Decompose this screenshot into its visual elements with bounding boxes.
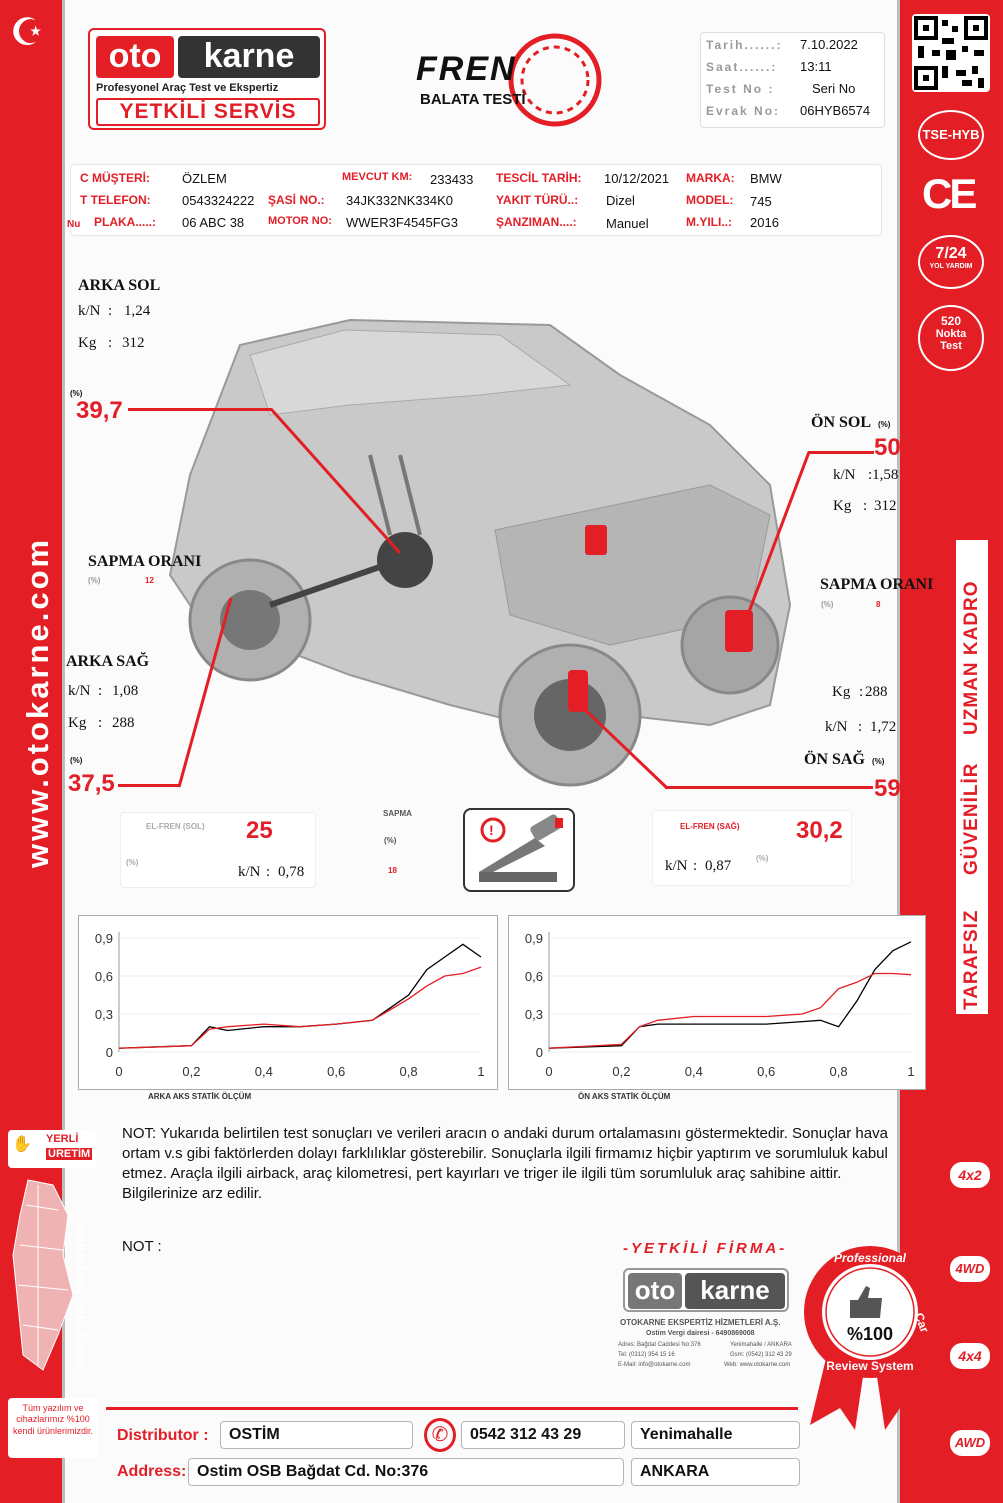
company-name: OTOKARNE EKSPERTİZ HİZMETLERİ A.Ş. bbox=[620, 1318, 781, 1327]
distributor-field: OSTİM bbox=[220, 1421, 413, 1449]
rear-left-pct: 39,7 bbox=[76, 397, 123, 424]
plate-prefix: Nu bbox=[67, 219, 81, 230]
front-left-pct: 50,6 bbox=[874, 434, 921, 461]
front-right-pointer-diag bbox=[575, 700, 669, 790]
registration-label: TESCİL TARİH: bbox=[496, 171, 582, 185]
rear-right-kg-label: Kg bbox=[68, 715, 87, 731]
front-deviation-title: SAPMA ORANI bbox=[820, 576, 934, 593]
car-illustration bbox=[150, 315, 810, 805]
rear-deviation-unit: (%) bbox=[88, 576, 101, 585]
seal-right-text: Car bbox=[911, 1310, 932, 1335]
support-sub-text: YOL YARDIM bbox=[929, 263, 973, 270]
turkey-everywhere: Türkiye'nin heryerinde.! bbox=[72, 1213, 88, 1372]
front-axle-xlabel: ÖN AKS STATİK ÖLÇÜM bbox=[578, 1092, 671, 1101]
year-label: M.YILI..: bbox=[686, 215, 732, 229]
series-line-0 bbox=[119, 944, 481, 1048]
logo-karne: karne bbox=[178, 36, 320, 78]
handbrake-right-unit: (%) bbox=[756, 854, 769, 863]
turkey-map-icon bbox=[8, 1175, 78, 1375]
front-deviation-value: 8 bbox=[876, 600, 881, 609]
slogan-uzman: UZMAN KADRO bbox=[961, 580, 982, 735]
front-left-kg: 312 bbox=[874, 498, 897, 514]
company-logo bbox=[623, 1268, 789, 1312]
phone-label: T TELEFON: bbox=[80, 193, 151, 207]
badge-4wd: 4WD bbox=[950, 1256, 990, 1282]
y-tick-label: 0,6 bbox=[94, 969, 113, 984]
front-right-pct: 59,7 bbox=[874, 775, 921, 802]
front-left-pointer bbox=[808, 451, 874, 454]
badge-awd: AWD bbox=[950, 1430, 990, 1456]
date-label: Tarih......: bbox=[706, 38, 783, 52]
software-note: Tüm yazılım ve cihazlarımız %100 kendi ürünlerimizdir. bbox=[8, 1398, 98, 1458]
front-left-title: ÖN SOL bbox=[811, 414, 872, 431]
plate-value: 06 ABC 38 bbox=[182, 215, 245, 230]
brand-value: BMW bbox=[750, 171, 782, 186]
logo-tagline: Profesyonel Araç Test ve Ekspertiz bbox=[96, 82, 279, 94]
model-label: MODEL: bbox=[686, 193, 734, 207]
front-right-kn: 1,72 bbox=[870, 719, 897, 735]
rear-left-kn: 1,24 bbox=[124, 303, 151, 319]
handbrake-sapma-label: SAPMA bbox=[383, 809, 412, 818]
rear-deviation-value: 12 bbox=[145, 576, 154, 585]
slogan-tarafsiz: TARAFSIZ bbox=[961, 909, 982, 1010]
rear-right-pct: 37,5 bbox=[68, 770, 115, 797]
front-left-pct-unit: (%) bbox=[878, 420, 891, 429]
rear-left-pointer bbox=[128, 408, 272, 411]
test-no-value: Seri No bbox=[812, 81, 856, 96]
otokarne-logo bbox=[88, 28, 326, 130]
points-number: 520 bbox=[940, 314, 962, 328]
front-left-pointer-diag bbox=[740, 450, 812, 630]
handbrake-left-label: EL-FREN (SOL) bbox=[146, 822, 205, 831]
y-tick-label: 0 bbox=[535, 1045, 543, 1060]
engine-label: MOTOR NO: bbox=[268, 215, 332, 227]
year-value: 2016 bbox=[750, 215, 779, 230]
y-tick-label: 0,3 bbox=[524, 1007, 543, 1022]
document-page: ☪ www.otokarne.com ✋ YERLİ ÜRETİM Türkiye'nin heryerinde.! Tüm yazılım ve cihazlarımız %100 kendi ürünlerimizdir. TSE-HYB CE 7/24 YOL YARDIM 520 Nokta Test TARAFSIZ GÜVENİLİR UZMAN KADRO 4x2 4WD 4x4 AWD oto karne Profesyonel Araç Test ve Ekspertiz YETKİLİ SERVİS FREN BALATA TESTİ Tarih......: 7.10.2022 Saat......: 13:11 Test No : Seri No Evrak No: 06HYB6574 C MÜŞTERİ: ÖZLEM T TELEFON: 0543324222 Nu PLAKA.....: 06 ABC 38 MEVCUT KM: 233433 ŞASİ NO.: 34JK332NK334K0 MOTOR NO: WWER3F4545FG3 TESCİL TARİH: 10/12/2021 YAKIT TÜRÜ..: Dizel ŞANZIMAN....: Manuel MARKA: BMW MODEL: 745 M.YILI..: 2016 ARKA SOL k/N : 1,24 Kg : 312 (%) 39,7 SAPMA ORANI (%) 12 ARKA SAĞ k/N : 1,08 Kg : 288 (%) 37,5 ÖN SOL (%) 50,6 k/N :1,58 Kg : 312 SAPMA ORANI (%) 8 Kg : 288 k/N : 1,72 ÖN SAĞ (%) 59,7 EL-FREN (SOL) 25 (%) k/N : 0,78 SAPMA (%) 18 ! EL-FREN (SAĞ) 30,2 k/N : 0,87 (%) 0 0,3 0,6 0,9 0 0,2 0,4 0,6 0,8 1 0 0,3 0,6 0,9 0 0,2 0,4 0,6 0,8 1 ARKA AKS STATİK ÖLÇÜM ÖN AKS STATİK ÖLÇÜM NOT: Yukarıda belirtilen test sonuçları ve verileri aracın o andaki durum ortalamasını göstermektedir. Sonuçlar hava ortam v.s gibi faktörlerden dolayı farklılıklar gösterebilir. Sonuçlarla ilgili firmamız hiçbir yaptırım ve sorumluluk kabul etmez. Araçla ilgili airback, araç kilometresi, pert kayırları ve triger ile ilgili tüm sorumluluk araç sahibine aittir. Bilgilerinize arz edilir. NOT : -YETKİLİ FİRMA- oto karne OTOKARNE EKSPERTİZ HİZMETLERİ A.Ş. Ostim Vergi dairesi - 6490869008 Adres: Bağdat Caddesi No:376 Yenimahalle / ANKARA Tel: (0312) 354 15 16 Gsm: (0542) 312 43 29 E-Mail: info@otokarne.com Web: www.otokarne.com Professional Car Review System %100 Distributor : OSTİM ✆ 0542 312 43 29 Yenimahalle Address: Ostim OSB Bağdat Cd. No:376 ANKARA bbox=[0, 0, 1003, 1503]
company-logo-oto: oto bbox=[628, 1273, 682, 1309]
time-label: Saat......: bbox=[706, 60, 778, 74]
test-title-fren: FREN bbox=[416, 50, 517, 88]
front-right-kn-label: k/N bbox=[825, 719, 848, 735]
date-value: 7.10.2022 bbox=[800, 37, 858, 52]
y-tick-label: 0 bbox=[105, 1045, 113, 1060]
front-axle-chart bbox=[509, 916, 925, 1089]
x-tick-label: 0 bbox=[545, 1064, 553, 1079]
company-address-2: Yenimahalle / ANKARA bbox=[730, 1342, 792, 1348]
front-left-kn-label: k/N bbox=[833, 467, 856, 483]
rear-axle-xlabel: ARKA AKS STATİK ÖLÇÜM bbox=[148, 1092, 252, 1101]
x-tick-label: 0 bbox=[115, 1064, 123, 1079]
footer-rule bbox=[106, 1407, 798, 1410]
doc-no-label: Evrak No: bbox=[706, 104, 781, 118]
front-right-pct-unit: (%) bbox=[872, 757, 885, 766]
km-label: MEVCUT KM: bbox=[342, 171, 413, 183]
handbrake-sapma-unit: (%) bbox=[384, 836, 397, 845]
fuel-label: YAKIT TÜRÜ..: bbox=[496, 193, 579, 207]
phone-field: 0542 312 43 29 bbox=[461, 1421, 625, 1449]
points-badge bbox=[918, 305, 984, 371]
model-value: 745 bbox=[750, 194, 772, 209]
y-tick-label: 0,9 bbox=[524, 931, 543, 946]
professional-seal bbox=[800, 1240, 940, 1430]
front-right-kg-label: Kg bbox=[832, 684, 851, 700]
rear-left-kn-label: k/N bbox=[78, 303, 101, 319]
distributor-label: Distributor : bbox=[117, 1427, 209, 1444]
badge-4x4: 4x4 bbox=[950, 1343, 990, 1369]
x-tick-label: 0,4 bbox=[254, 1064, 273, 1079]
handbrake-right-pct: 30,2 bbox=[796, 817, 843, 844]
x-tick-label: 0,2 bbox=[612, 1064, 631, 1079]
rear-axle-chart bbox=[79, 916, 497, 1089]
series-line-1 bbox=[549, 974, 911, 1049]
company-address-1: Adres: Bağdat Caddesi No:376 bbox=[618, 1342, 701, 1348]
handbrake-left-kn: 0,78 bbox=[278, 864, 305, 880]
gearbox-value: Manuel bbox=[606, 216, 649, 231]
qr-code-icon bbox=[912, 14, 990, 92]
rear-left-kg-label: Kg bbox=[78, 335, 97, 351]
company-tel: Tel: (0312) 354 15 16 bbox=[618, 1352, 675, 1358]
seal-bottom-text: Review System bbox=[826, 1359, 914, 1373]
moon-star-icon: ☪ bbox=[10, 12, 45, 54]
support-247-text: 7/24 bbox=[935, 245, 967, 262]
handbrake-left-unit: (%) bbox=[126, 858, 139, 867]
authorized-service: YETKİLİ SERVİS bbox=[96, 98, 320, 126]
rear-right-pct-unit: (%) bbox=[70, 756, 83, 765]
gearbox-label: ŞANZIMAN....: bbox=[496, 215, 577, 229]
front-right-kg: 288 bbox=[865, 684, 888, 700]
authorized-firm: -YETKİLİ FİRMA- bbox=[623, 1240, 788, 1257]
front-right-pointer bbox=[665, 786, 873, 789]
company-gsm: Gsm: (0542) 312 43 29 bbox=[730, 1352, 792, 1358]
brand-label: MARKA: bbox=[686, 171, 735, 185]
customer-label: C MÜŞTERİ: bbox=[80, 171, 150, 185]
handbrake-sapma-value: 18 bbox=[388, 866, 397, 875]
chassis-label: ŞASİ NO.: bbox=[268, 193, 325, 207]
address-field: Ostim OSB Bağdat Cd. No:376 bbox=[188, 1458, 624, 1486]
handshake-icon: ✋ bbox=[12, 1136, 32, 1153]
website-vertical: www.otokarne.com bbox=[20, 536, 55, 868]
slogan-guvenilir: GÜVENİLİR bbox=[961, 762, 982, 875]
rear-left-pct-unit: (%) bbox=[70, 389, 83, 398]
y-tick-label: 0,9 bbox=[94, 931, 113, 946]
company-logo-karne: karne bbox=[685, 1273, 785, 1309]
chassis-value: 34JK332NK334K0 bbox=[346, 193, 453, 208]
x-tick-label: 0,8 bbox=[399, 1064, 418, 1079]
rear-deviation-title: SAPMA ORANI bbox=[88, 553, 202, 570]
front-deviation-unit: (%) bbox=[821, 600, 834, 609]
rear-left-title: ARKA SOL bbox=[78, 277, 161, 294]
test-no-label: Test No : bbox=[706, 82, 775, 96]
tse-badge: TSE-HYB bbox=[918, 110, 984, 160]
rear-left-kg: 312 bbox=[122, 335, 145, 351]
local-label-2: ÜRETİM bbox=[48, 1148, 91, 1160]
handbrake-right-label: EL-FREN (SAĞ) bbox=[680, 822, 740, 831]
phone-value: 0543324222 bbox=[182, 193, 255, 208]
time-value: 13:11 bbox=[800, 59, 832, 74]
points-test: Test bbox=[940, 340, 962, 353]
seal-percent: %100 bbox=[846, 1324, 894, 1344]
front-axle-chart-frame bbox=[508, 915, 926, 1090]
fuel-value: Dizel bbox=[606, 193, 635, 208]
company-web: Web: www.otokarne.com bbox=[724, 1362, 791, 1368]
handbrake-left-kn-label: k/N bbox=[238, 864, 261, 880]
local-production-badge bbox=[8, 1130, 96, 1168]
engine-value: WWER3F4545FG3 bbox=[346, 215, 458, 230]
customer-value: ÖZLEM bbox=[182, 171, 227, 186]
test-title-balata: BALATA TESTİ bbox=[420, 91, 526, 108]
handbrake-right-kn-label: k/N bbox=[665, 858, 688, 874]
x-tick-label: 0,4 bbox=[684, 1064, 703, 1079]
x-tick-label: 1 bbox=[907, 1064, 915, 1079]
x-tick-label: 0,2 bbox=[182, 1064, 201, 1079]
address-label: Address: bbox=[117, 1463, 187, 1480]
ce-mark: CE bbox=[922, 170, 975, 217]
x-tick-label: 0,6 bbox=[757, 1064, 776, 1079]
registration-value: 10/12/2021 bbox=[604, 171, 670, 186]
company-email: E-Mail: info@otokarne.com bbox=[618, 1362, 691, 1368]
x-tick-label: 0,6 bbox=[327, 1064, 346, 1079]
rear-right-kn-label: k/N bbox=[68, 683, 91, 699]
handbrake-left-pct: 25 bbox=[246, 817, 273, 844]
series-line-0 bbox=[549, 942, 911, 1048]
support-247-badge bbox=[918, 235, 984, 289]
x-tick-label: 1 bbox=[477, 1064, 485, 1079]
plate-label: PLAKA.....: bbox=[94, 215, 156, 229]
phone-icon: ✆ bbox=[424, 1418, 456, 1452]
rear-right-title: ARKA SAĞ bbox=[66, 653, 150, 670]
rear-right-pointer bbox=[118, 784, 180, 787]
series-line-1 bbox=[119, 967, 481, 1048]
local-label-1: YERLİ bbox=[46, 1133, 79, 1145]
seal-top-text: Professional bbox=[833, 1251, 907, 1265]
rear-axle-chart-frame bbox=[78, 915, 498, 1090]
note-label-2: NOT : bbox=[122, 1238, 162, 1255]
front-right-title: ÖN SAĞ bbox=[804, 751, 865, 768]
y-tick-label: 0,3 bbox=[94, 1007, 113, 1022]
city-field: ANKARA bbox=[631, 1458, 800, 1486]
note-text: NOT: Yukarıda belirtilen test sonuçları ve verileri aracın o andaki durum ortalamasını göstermektedir. Sonuçlar hava ortam v.s gibi faktörlerden dolayı farklılıklar gösterebilir. Sonuçlarla ilgili firmamız hiçbir yaptırım ve sorumluluk kabul etmez. Araçla ilgili airback, araç kilometresi, pert kayırları ve triger ile ilgili tüm sorumluluk araç sahibine aittir. Bilgilerinize arz edilir. bbox=[122, 1125, 888, 1202]
badge-4x2: 4x2 bbox=[950, 1162, 990, 1188]
rear-left-pointer-diag bbox=[270, 408, 410, 558]
rear-right-pointer-diag bbox=[176, 595, 236, 790]
y-tick-label: 0,6 bbox=[524, 969, 543, 984]
company-tax: Ostim Vergi dairesi - 6490869008 bbox=[646, 1330, 755, 1337]
handbrake-icon bbox=[463, 808, 575, 892]
km-value: 233433 bbox=[430, 172, 474, 187]
front-left-kg-label: Kg bbox=[833, 498, 852, 514]
doc-no-value: 06HYB6574 bbox=[800, 103, 871, 118]
rear-right-kg: 288 bbox=[112, 715, 135, 731]
front-left-kn: :1,58 bbox=[868, 467, 899, 483]
district-field: Yenimahalle bbox=[631, 1421, 800, 1449]
logo-oto: oto bbox=[96, 36, 174, 78]
points-word: Nokta bbox=[935, 328, 967, 341]
rear-right-kn: 1,08 bbox=[112, 683, 139, 699]
handbrake-right-kn: 0,87 bbox=[705, 858, 732, 874]
x-tick-label: 0,8 bbox=[829, 1064, 848, 1079]
svg-text:!: ! bbox=[489, 822, 494, 838]
